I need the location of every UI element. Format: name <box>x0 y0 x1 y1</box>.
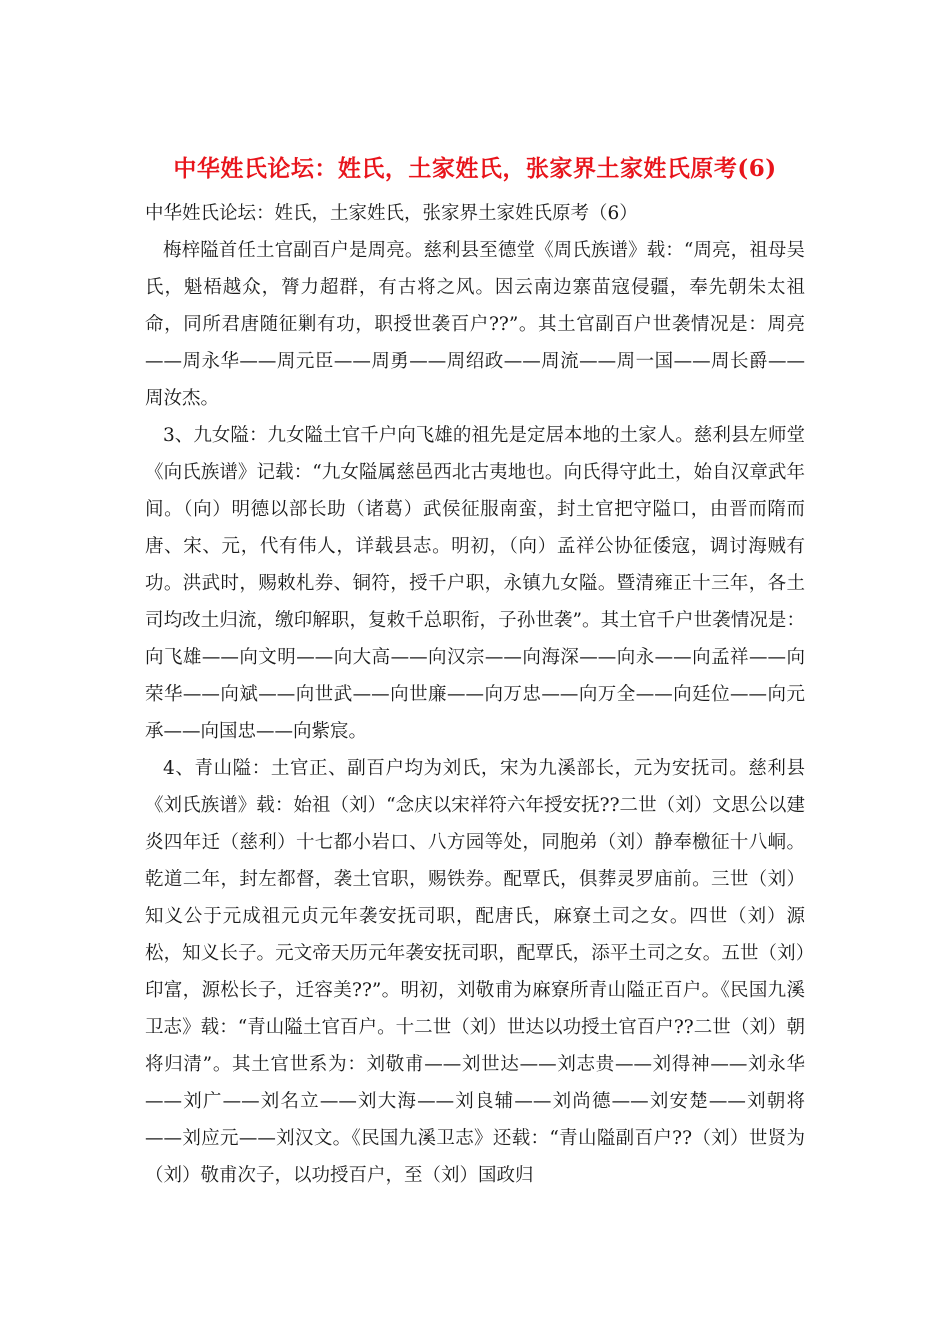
document-subtitle: 中华姓氏论坛：姓氏，土家姓氏，张家界土家姓氏原考（6） <box>145 203 638 224</box>
paragraph-qingshan-pass: 4、青山隘：土官正、副百户均为刘氏，宋为九溪部长，元为安抚司。慈利县《刘氏族谱》载：始祖（刘）“念庆以宋祥符六年授安抚??二世（刘）文思公以建炎四年迁（慈利）十七都小岩口、八方园等处，同胞弟（刘）静奉檄征十八峒。乾道二年，封左都督，袭土官职，赐铁券。配覃氏，俱葬灵罗庙前。三世（刘）知义公于元成祖元贞元年袭安抚司职，配唐氏，麻寮土司之女。四世（刘）源松，知义长子。元文帝天历元年袭安抚司职，配覃氏，添平土司之女。五世（刘）印富，源松长子，迁容美??”。明初，刘敬甫为麻寮所青山隘正百户。《民国九溪卫志》载：“青山隘土官百户。十二世（刘）世达以功授土官百户??二世（刘）朝将归清”。其土官世系为：刘敬甫——刘世达——刘志贵——刘得神——刘永华——刘广——刘名立——刘大海——刘良辅——刘尚德——刘安楚——刘朝将——刘应元——刘汉文。《民国九溪卫志》还载：“青山隘副百户??（刘）世贤为（刘）敬甫次子，以功授百户，至（刘）国政归 <box>145 758 805 1186</box>
paragraph-zhou-liang: 梅梓隘首任土官副百户是周亮。慈利县至德堂《周氏族谱》载：“周亮，祖母吴氏，魁梧越众，膂力超群，有古将之风。因云南边寨苗寇侵疆，奉先朝朱太祖命，同所君唐随征剿有功，职授世袭百户??”。其土官副百户世袭情况是：周亮——周永华——周元臣——周勇——周绍政——周流——周一国——周长爵——周汝杰。 <box>145 240 805 409</box>
document-body <box>145 195 805 1194</box>
paragraph-jiunu-pass: 3、九女隘：九女隘土官千户向飞雄的祖先是定居本地的土家人。慈利县左师堂《向氏族谱》记载：“九女隘属慈邑西北古夷地也。向氏得守此土，始自汉章武年间。（向）明德以部长助（诸葛）武侯征服南蛮，封土官把守隘口，由晋而隋而唐、宋、元，代有伟人，详载县志。明初，（向）孟祥公协征倭寇，调讨海贼有功。洪武时，赐敕札券、铜符，授千户职，永镇九女隘。暨清雍正十三年，各土司均改土归流，缴印解职，复敕千总职衔，子孙世袭”。其土官千户世袭情况是：向飞雄——向文明——向大高——向汉宗——向海深——向永——向孟祥——向荣华——向斌——向世武——向世廉——向万忠——向万全——向廷位——向元承——向国忠——向紫宸。 <box>145 425 805 742</box>
document-title: 中华姓氏论坛：姓氏，土家姓氏，张家界土家姓氏原考(6) <box>173 155 777 182</box>
